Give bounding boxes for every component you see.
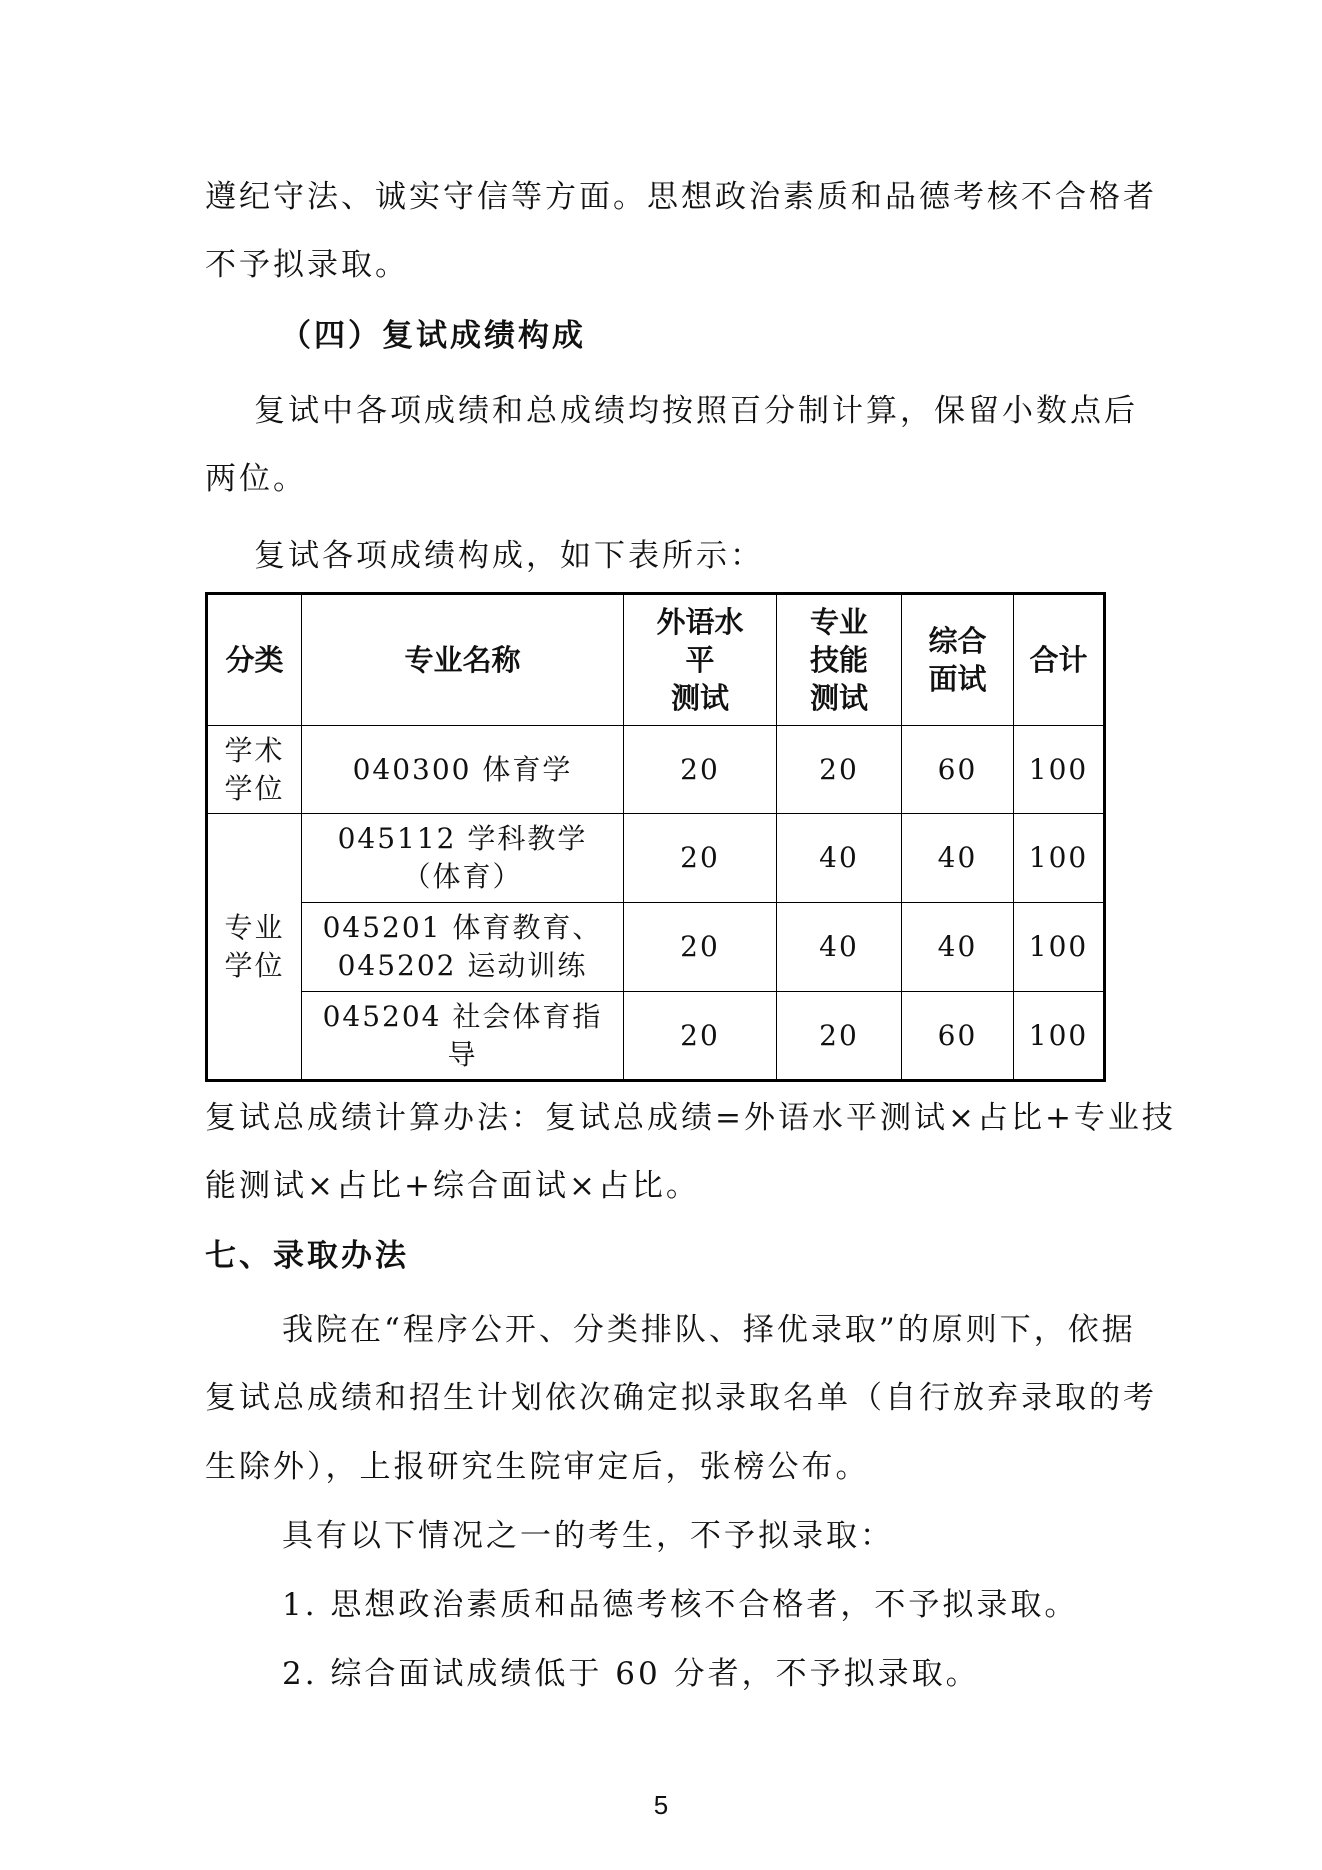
header-total: 合计 [1014, 594, 1105, 726]
interview-score: 40 [902, 903, 1014, 992]
interview-score: 60 [902, 726, 1014, 814]
list-item: 2. 综合面试成绩低于 60 分者，不予拟录取。 [282, 1656, 980, 1692]
paragraph-line: 我院在“程序公开、分类排队、择优录取”的原则下，依据 [282, 1312, 1136, 1348]
header-category: 分类 [207, 594, 302, 726]
score-composition-table [205, 592, 1106, 1082]
total-score: 100 [1014, 814, 1105, 903]
skill-score: 40 [777, 814, 902, 903]
paragraph-line: 复试各项成绩构成，如下表所示： [254, 538, 764, 574]
paragraph-line: 两位。 [205, 461, 307, 497]
paragraph-line: 复试总成绩和招生计划依次确定拟录取名单（自行放弃录取的考 [205, 1380, 1157, 1416]
interview-score: 40 [902, 814, 1014, 903]
paragraph-line: 不予拟录取。 [205, 247, 409, 283]
header-interview: 综合 面试 [902, 594, 1014, 726]
total-score: 100 [1014, 903, 1105, 992]
paragraph-line: 遵纪守法、诚实守信等方面。思想政治素质和品德考核不合格者 [205, 179, 1157, 215]
skill-score: 40 [777, 903, 902, 992]
paragraph-line: 具有以下情况之一的考生，不予拟录取： [282, 1518, 894, 1554]
major-cell: 045201 体育教育、 045202 运动训练 [302, 903, 624, 992]
language-score: 20 [624, 903, 777, 992]
skill-score: 20 [777, 992, 902, 1081]
total-score: 100 [1014, 992, 1105, 1081]
list-item: 1. 思想政治素质和品德考核不合格者，不予拟录取。 [282, 1587, 1079, 1623]
skill-score: 20 [777, 726, 902, 814]
paragraph-line: 复试中各项成绩和总成绩均按照百分制计算，保留小数点后 [254, 393, 1138, 429]
table-row [207, 726, 1105, 814]
language-score: 20 [624, 814, 777, 903]
page-number: 5 [653, 1790, 669, 1820]
category-academic: 学术 学位 [207, 726, 302, 814]
header-skill-test: 专业 技能 测试 [777, 594, 902, 726]
total-score: 100 [1014, 726, 1105, 814]
language-score: 20 [624, 726, 777, 814]
major-cell: 045204 社会体育指 导 [302, 992, 624, 1081]
interview-score: 60 [902, 992, 1014, 1081]
section-heading: 七、录取办法 [205, 1238, 409, 1274]
paragraph-line: 能测试×占比+综合面试×占比。 [205, 1168, 700, 1204]
table-header-row [207, 594, 1105, 726]
paragraph-line: 复试总成绩计算办法：复试总成绩=外语水平测试×占比+专业技 [205, 1100, 1176, 1136]
paragraph-line: 生除外），上报研究生院审定后，张榜公布。 [205, 1449, 870, 1485]
section-heading: （四）复试成绩构成 [280, 318, 586, 354]
major-cell: 040300 体育学 [302, 726, 624, 814]
header-major: 专业名称 [302, 594, 624, 726]
major-cell: 045112 学科教学 （体育） [302, 814, 624, 903]
table-row [207, 903, 1105, 992]
language-score: 20 [624, 992, 777, 1081]
table-row [207, 992, 1105, 1081]
category-professional: 专业 学位 [207, 814, 302, 1081]
header-language-test: 外语水 平 测试 [624, 594, 777, 726]
table-row [207, 814, 1105, 903]
